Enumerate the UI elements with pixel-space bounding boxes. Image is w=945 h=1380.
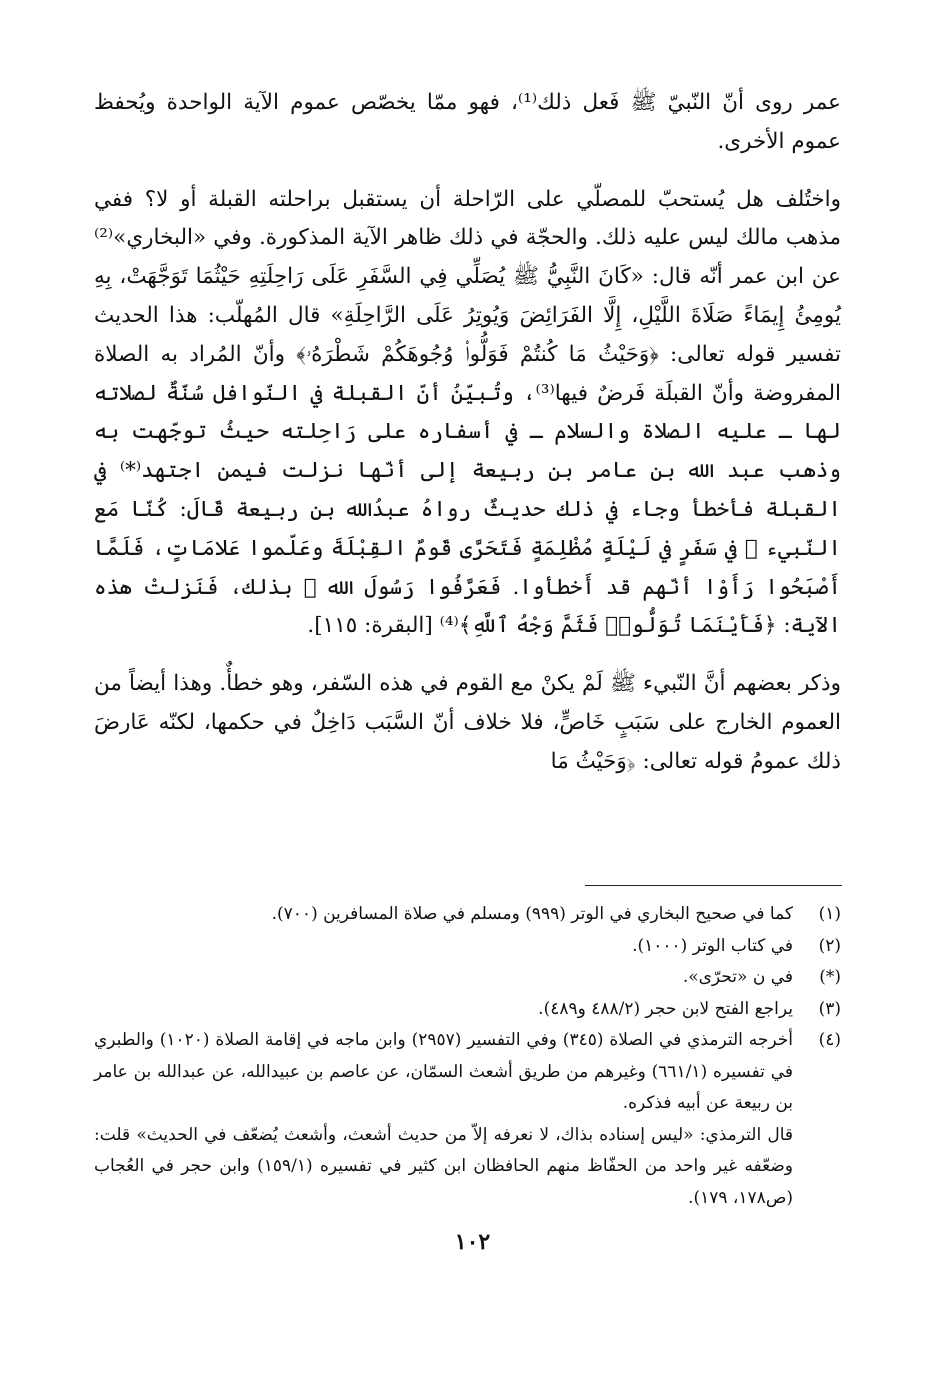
main-text — [94, 84, 841, 801]
footnote-text: كما في صحيح البخاري في الوتر (٩٩٩) ومسلم في صلاة المسافرين (٧٠٠). — [271, 904, 793, 924]
footnote-1 — [94, 899, 841, 931]
footnote-number: (٣) — [818, 998, 841, 1019]
footnote-text: أخرجه الترمذي في الصلاة (٣٤٥) وفي التفسير (٢٩٥٧) وابن ماجه في إقامة الصلاة (١٠٢٠) والطبري في تفسيره (٦٦١/١) وغيرهم من طريق أشعث السمّان، عن عاصم بن عبيدالله، عن عبدالله بن عامر بن ربيعة عن أبيه فذكره. — [94, 1030, 793, 1113]
footnote-number: (١) — [818, 904, 841, 924]
paragraph-2: واختُلف هل يُستحبّ للمصلّي على الرّاحلة أن يستقبل براحلته القبلة أو لا؟ ففي مذهب مالك ليس عليه ذلك. والحجّة في ذلك ظاهر الآية المذكورة. وفي «البخاري»⁽²⁾ عن ابن عمر أنّه قال: «كَانَ النَّبِيُّ ﷺ يُصَلِّي فِي السَّفَرِ عَلَى رَاحِلَتِهِ حَيْثُمَا تَوَجَّهَتْ، بِهِ يُومِئُ إِيمَاءً صَلَاةَ اللَّيْلِ، إِلَّا الفَرَائِضَ وَيُوتِرُ عَلَى الرَّاحِلَةِ» قال المُهلّب: هذا الحديث تفسير قوله تعالى: ﴿وَحَيْثُ مَا كُنتُمْ فَوَلُّوا۟ وُجُوهَكُمْ شَطْرَهُۥ﴾ وأنّ المُراد به الصلاة المفروضة وأنّ القبلَة فَرضٌ فيها⁽³⁾، وتُبيّنُ أنّ القبلة في النّوافل سُنّةٌ لصلاته لها ـ عليه الصلاة والسلام ـ في أسفاره على رَاحِلته حيثُ توجّهت به وذهب عبد الله بن عامر بن ربيعة إلى أنّها نزلت فيمن اجتهد⁽*⁾ في القبلة فأخطأ وجاء في ذلك حديثٌ رواهُ عبدُالله بن ربيعة قَالَ: كُنّا مَع النّبيء ﷺ في سَفَرٍ في لَيْلَةٍ مُظْلِمَةٍ فَتَحَرَّى قَومٌ القِبْلَةَ وعَلّموا عَلامَاتٍ، فَلَمَّا أَصْبَحُوا رَأَوْا أنّهم قد أَخطأوا. فَعَرَّفُوا رَسُولَ الله ﷺ بذلك، فَنَزلتْ هذه الآية: ﴿فَأَيْنَمَا تُوَلُّوا۟ فَثَمَّ وَجْهُ ٱللَّهِ﴾⁽⁴⁾ [البقرة: ١١٥]. — [94, 186, 841, 639]
footnote-text: في ن «تحرّى». — [682, 967, 793, 987]
footnote-4 — [94, 1025, 841, 1120]
footnote-number — [793, 1120, 841, 1215]
footnote-number: (٤) — [818, 1030, 841, 1050]
footnote-text: قال الترمذي: «ليس إسناده بذاك، لا نعرفه إلاّ من حديث أشعث، وأشعث يُضعّف في الحديث» قلت: وضعّفه غير واحد من الحفّاظ منهم الحافظان ابن كثير في تفسيره (١٥٩/١) وابن حجر في العُجاب (ص١٧٨، ١٧٩). — [94, 1124, 793, 1208]
footnote-4-continued — [94, 1120, 841, 1215]
footnotes — [94, 899, 841, 1214]
footnote-3 — [94, 994, 841, 1026]
page-number: ١٠٢ — [454, 1229, 491, 1255]
footnote-2 — [94, 931, 841, 963]
paragraph-1: عمر روى أنّ النّبيّ ﷺ فَعل ذلك⁽¹⁾، فهو ممّا يخصّص عموم الآية الواحدة ويُحفظ عموم الأخرى. — [94, 90, 841, 154]
footnote-number: (٢) — [818, 935, 841, 956]
paragraph-3: وذكر بعضهم أنَّ النّبيء ﷺ لَمْ يكنْ مع القوم في هذه السّفر، وهو خطأٌ. وهذا أيضاً من العموم الخارج على سَبَبٍ خَاصٍّ، فلا خلاف أنّ السَّبَب دَاخِلٌ في حكمها، لكنّه عَارضَ ذلك عمومُ قوله تعالى: ﴿وَحَيْثُ مَا — [94, 671, 841, 774]
footnote-star — [94, 962, 841, 994]
footnote-number: (*) — [819, 967, 841, 987]
footnote-text: في كتاب الوتر (١٠٠٠). — [632, 935, 793, 956]
footnote-separator — [585, 885, 842, 886]
footnote-text: يراجع الفتح لابن حجر (٤٨٨/٢ و٤٨٩). — [538, 998, 793, 1019]
